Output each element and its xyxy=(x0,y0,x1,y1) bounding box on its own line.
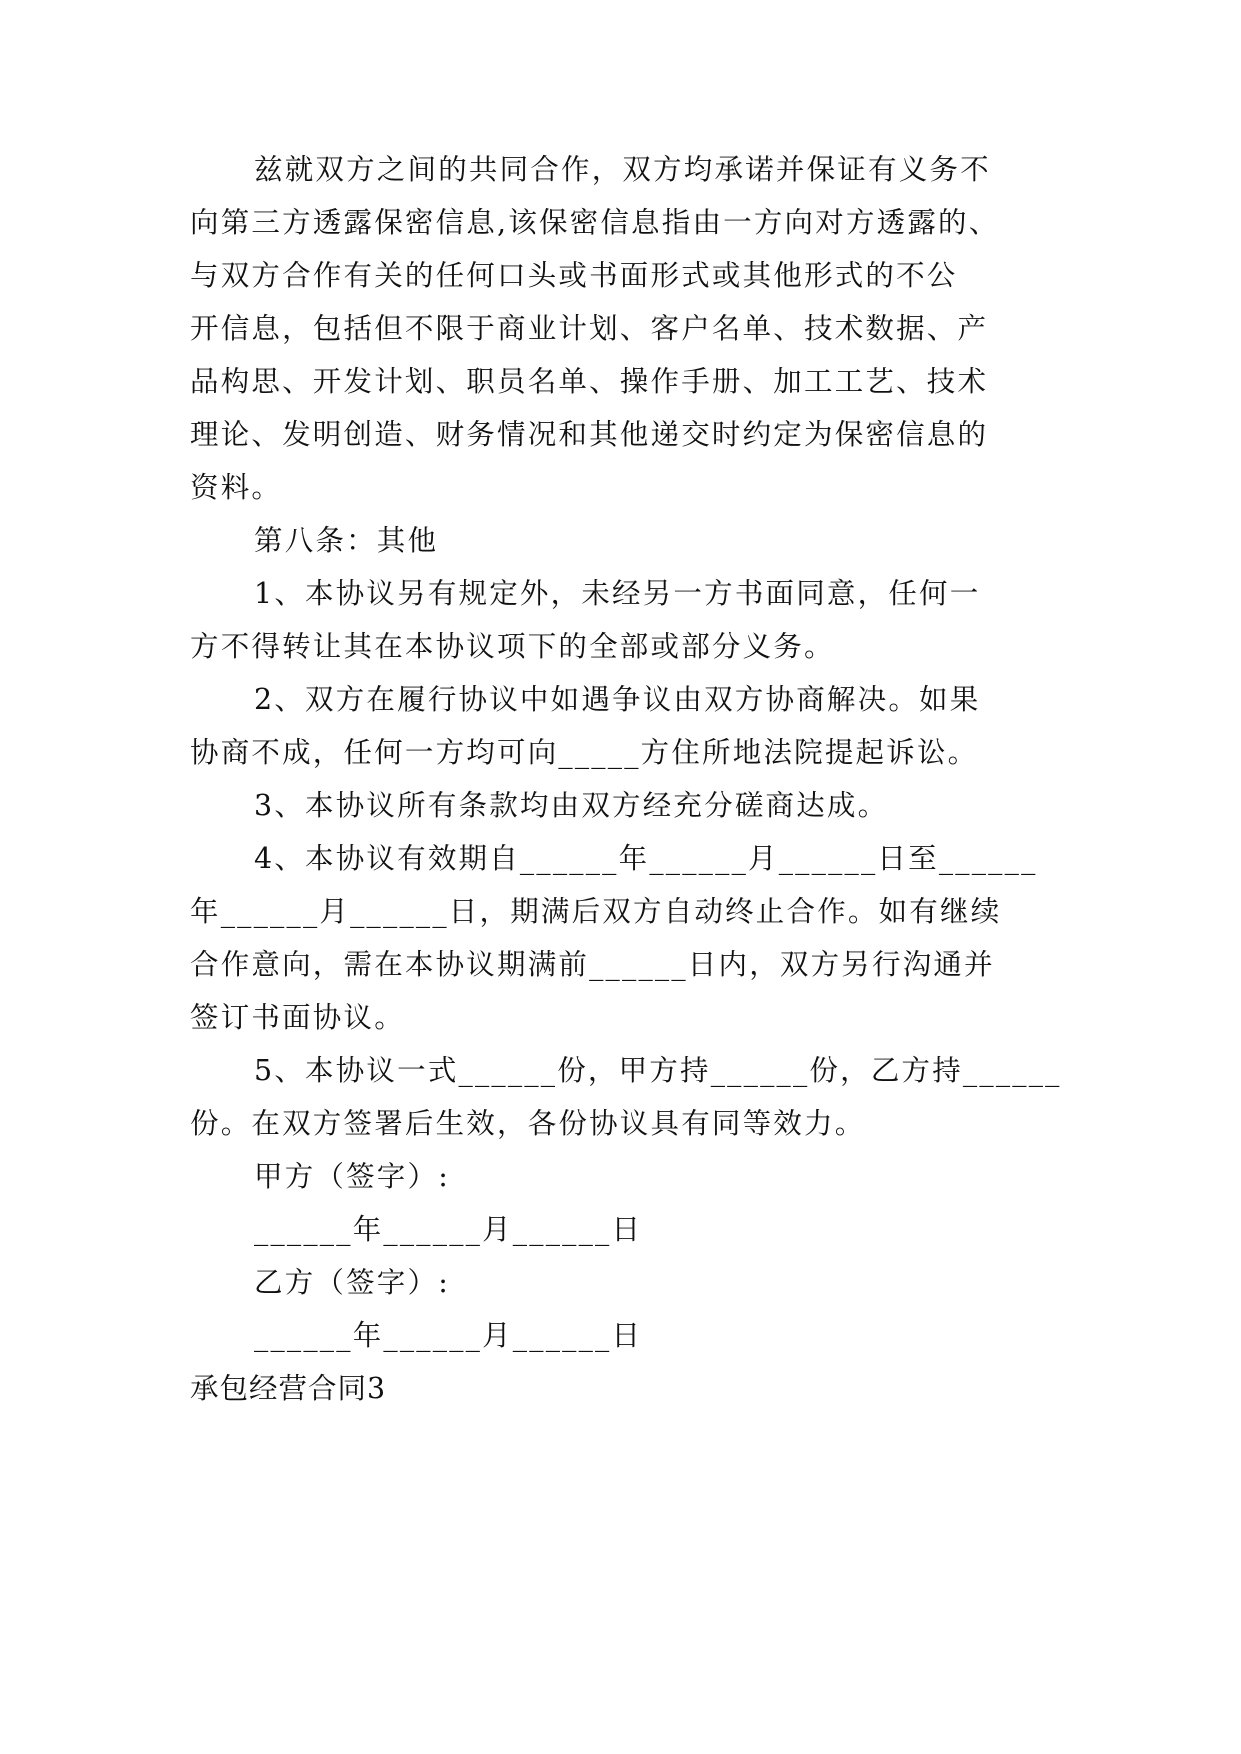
clause-line: 5、本协议一式______份，甲方持______份，乙方持______ xyxy=(254,1054,1062,1087)
clause-line: 1、本协议另有规定外，未经另一方书面同意，任何一 xyxy=(254,577,981,610)
paragraph-line: 与双方合作有关的任何口头或书面形式或其他形式的不公 xyxy=(190,259,958,292)
clause-line: 2、双方在履行协议中如遇争议由双方协商解决。如果 xyxy=(254,683,981,716)
party-a-date: ______年______月______日 xyxy=(254,1213,643,1246)
paragraph-line: 理论、发明创造、财务情况和其他递交时约定为保密信息的 xyxy=(190,418,989,451)
party-b-signature-label: 乙方（签字）: xyxy=(254,1266,451,1299)
party-b-date: ______年______月______日 xyxy=(254,1319,643,1352)
clause-line: 份。在双方签署后生效，各份协议具有同等效力。 xyxy=(190,1107,866,1140)
next-contract-title: 承包经营合同3 xyxy=(190,1372,387,1405)
paragraph-line: 开信息，包括但不限于商业计划、客户名单、技术数据、产 xyxy=(190,312,989,345)
clause-line: 3、本协议所有条款均由双方经充分磋商达成。 xyxy=(254,789,889,822)
clause-line: 协商不成，任何一方均可向_____方住所地法院提起诉讼。 xyxy=(190,736,979,769)
paragraph-line: 兹就双方之间的共同合作，双方均承诺并保证有义务不 xyxy=(254,153,991,186)
paragraph-line: 资料。 xyxy=(190,471,283,504)
article-heading: 第八条：其他 xyxy=(254,524,439,557)
clause-line: 方不得转让其在本协议项下的全部或部分义务。 xyxy=(190,630,835,663)
paragraph-line: 向第三方透露保密信息,该保密信息指由一方向对方透露的、 xyxy=(190,206,1000,239)
clause-line: 4、本协议有效期自______年______月______日至______ xyxy=(254,842,1038,875)
paragraph-line: 品构思、开发计划、职员名单、操作手册、加工工艺、技术 xyxy=(190,365,989,398)
clause-line: 合作意向，需在本协议期满前______日内，双方另行沟通并 xyxy=(190,948,995,981)
party-a-signature-label: 甲方（签字）: xyxy=(254,1160,451,1193)
clause-line: 年______月______日，期满后双方自动终止合作。如有继续 xyxy=(190,895,1002,928)
clause-line: 签订书面协议。 xyxy=(190,1001,405,1034)
